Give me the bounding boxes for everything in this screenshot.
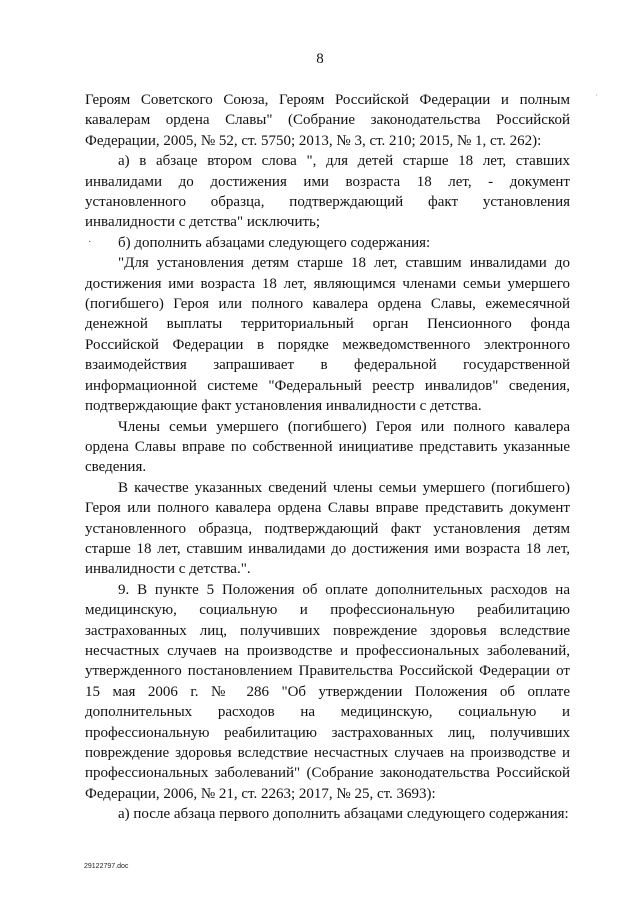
margin-mark: · xyxy=(88,237,92,248)
paragraph-point-9: 9. В пункте 5 Положения об оплате дополнительных расходов на медицинскую, социальную и профессиональную реабилитацию застрахованных лиц, получивших повреждение здоровья вследствие несчастных случаев на производстве и профессиональных заболеваний, утвержденного постановлением Правительства Российской Федерации от 15 мая 2006 г. № 286 "Об утверждении Положения об оплате дополнительных расходов на медицинскую, социальную и профессиональную реабилитацию застрахованных лиц, получивших повреждение здоровья вследствие несчастных случаев на производстве и профессиональных заболеваний" (Собрание законодательства Российской Федерации, 2006, № 21, ст. 2263; 2017, № 25, ст. 3693): xyxy=(85,581,570,802)
paragraph-point-9-subpoint-a: а) после абзаца первого дополнить абзацами следующего содержания: xyxy=(118,806,569,823)
margin-mark: · xyxy=(595,91,598,100)
document-file-code: 29122797.doc xyxy=(84,863,129,870)
document-body xyxy=(85,90,570,825)
paragraph-subpoint-b: б) дополнить абзацами следующего содержания: xyxy=(118,234,431,251)
paragraph-documents: В качестве указанных сведений члены семьи умершего (погибшего) Героя или полного кавалера ордена Славы вправе представить документ установленного образца, подтверждающий факт установления детям старше 18 лет, ставшим инвалидами до достижения ими возраста 18 лет, инвалидности с детства.". xyxy=(85,479,570,578)
paragraph-continuation: Героям Советского Союза, Героям Российской Федерации и полным кавалерам ордена Славы" (Собрание законодательства Российской Федерации, 2005, № 52, ст. 5750; 2013, № 3, ст. 210; 2015, № 1, ст. 262): xyxy=(85,92,570,149)
page-number: 8 xyxy=(316,51,324,67)
paragraph-subpoint-a: а) в абзаце втором слова ", для детей старше 18 лет, ставших инвалидами до достижения ими возраста 18 лет, - документ установленного образца, подтверждающий факт установления инвалидности с детства" исключить; xyxy=(85,153,570,231)
paragraph-family-members: Члены семьи умершего (погибшего) Героя или полного кавалера ордена Славы вправе по собственной инициативе представить указанные сведения. xyxy=(85,418,570,476)
paragraph-quoted-insert: "Для установления детям старше 18 лет, ставшим инвалидами до достижения ими возраста 18 лет, являющимся членами семьи умершего (погибшего) Героя или полного кавалера ордена Славы, ежемесячной денежной выплаты территориальный орган Пенсионного фонда Российской Федерации в порядке межведомственного электронного взаимодействия запрашивает в федеральной государственной информационной системе "Федеральный реестр инвалидов" сведения, подтверждающие факт установления инвалидности с детства. xyxy=(85,255,570,415)
